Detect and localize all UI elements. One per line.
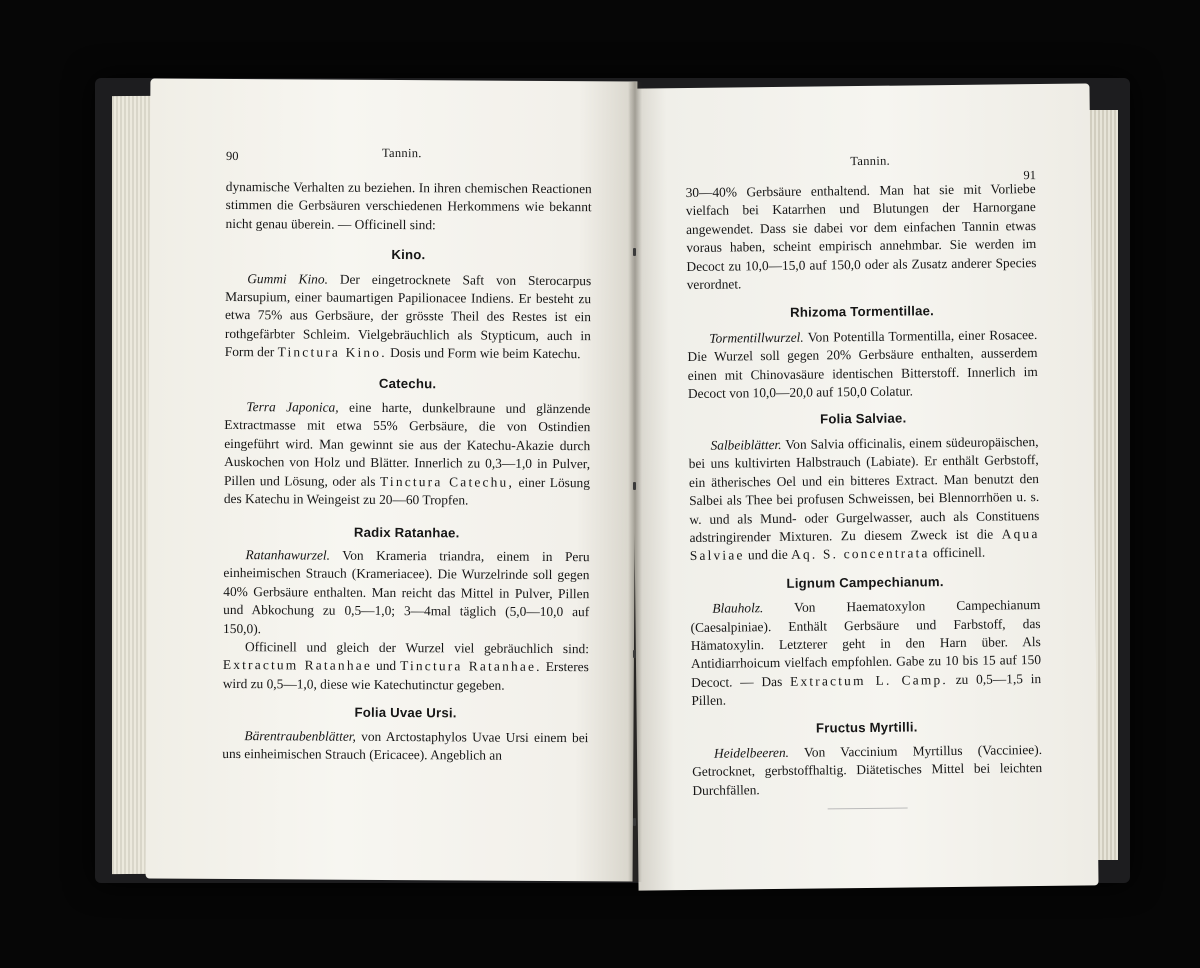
- ratanhae-spaced-1: Extractum Ratanhae: [222, 657, 373, 674]
- intro-paragraph: dynamische Verhalten zu beziehen. In ihren chemischen Reactionen stimmen die Gerbsäuren verschiedenen Herkommens wie bekannt nicht genau überein. — Officinell sind:: [225, 178, 592, 233]
- uvae-ursi-text-a: von Arctostaphylos Uvae Ursi einem bei uns einheimischen Strauch (Ericacee). Angeblich an: [222, 728, 589, 763]
- page-number: 91: [1023, 168, 1037, 183]
- salviae-spaced-2: Aq. S. concentrata: [791, 545, 930, 563]
- myrtilli-paragraph: [692, 741, 1043, 800]
- ratanhae-spaced-2: Tinctura Ratanhae.: [400, 658, 542, 675]
- catechu-spaced: Tinctura Catechu,: [379, 473, 515, 490]
- uvae-ursi-term: Bärentraubenblätter,: [244, 727, 356, 744]
- binding-stitch: [633, 650, 636, 658]
- binding-stitch: [633, 482, 636, 490]
- running-head: Tannin.: [850, 153, 891, 169]
- salviae-and: und die: [747, 547, 788, 563]
- ratanhae-paragraph: [223, 546, 590, 640]
- right-page-body: [686, 180, 1043, 811]
- campechianum-text-b: zu 0,5—1,5 in Pillen.: [691, 670, 1042, 709]
- left-page: [146, 79, 638, 882]
- intro-paragraph: 30—40% Gerbsäure enthaltend. Man hat sie mit Vorliebe vielfach bei Katarrhen und Blutungen der Harnorgane angewendet. Dass sie dabei vor dem einfachen Tannin etwas voraus haben, scheint empirisch annehmbar. Sie werden im Decoct zu 10,0—15,0 auf 150,0 oder als Zusatz anderer Species verordnet.: [685, 181, 1037, 293]
- salviae-text-a: Von Salvia officinalis, einem südeuropäischen, bei uns kultivirten Halbstrauch (Labiate). Er enthält Gerbstoff, ein ätherisches Oel und ein bitteres Extract. Man benutzt den Salbei als Thee bei profusen Schweissen, bei Blennorrhöen u. s. w. und als Mund- oder Gurgelwasser, auch als Constituens adstringirender Mixturen. Zu diesem Zweck ist die: [688, 433, 1040, 545]
- kino-text-b: Dosis und Form wie beim Katechu.: [390, 345, 581, 362]
- salviae-term: Salbeiblätter.: [710, 436, 782, 453]
- end-rule: [828, 808, 908, 810]
- page-number: 90: [225, 148, 239, 164]
- campechianum-spaced: Extractum L. Camp.: [789, 671, 948, 689]
- right-page: [629, 83, 1098, 890]
- ratanhae-text-d: Ersteres wird zu 0,5—1,0, diese wie Katechutinctur gegeben.: [222, 659, 589, 693]
- tormentillae-paragraph: [687, 326, 1038, 404]
- salviae-paragraph: [688, 433, 1039, 566]
- tormentillae-term: Tormentillwurzel.: [709, 329, 804, 346]
- tormentillae-text-a: Von Potentilla Tormentilla, einer Rosacee. Die Wurzel soll gegen 20% Gerbsäure enthalten, ausserdem einen mit Chinovasäure identischen Bitterstoff. Innerlich im Decoct von 10,0—20,0 auf 150,0 Colatur.: [687, 326, 1038, 402]
- campechianum-term: Blauholz.: [712, 600, 764, 616]
- heading-uvae-ursi: Folia Uvae Ursi.: [354, 704, 457, 721]
- running-head: Tannin.: [381, 145, 422, 161]
- ratanhae-paragraph-2: [223, 638, 589, 695]
- kino-paragraph: [225, 270, 592, 364]
- binding-stitch: [633, 248, 636, 256]
- campechianum-paragraph: [690, 596, 1041, 710]
- salviae-spaced-1: Aqua Salviae: [689, 525, 1040, 564]
- kino-spaced: Tinctura Kino.: [277, 344, 387, 361]
- myrtilli-term: Heidelbeeren.: [713, 744, 790, 761]
- binding-stitch: [633, 818, 636, 826]
- ratanhae-term: Ratanhawurzel.: [245, 547, 331, 563]
- heading-salviae: Folia Salviae.: [819, 410, 907, 427]
- uvae-ursi-paragraph: [222, 727, 588, 766]
- heading-myrtilli: Fructus Myrtilli.: [815, 718, 918, 736]
- myrtilli-text-a: Von Vaccinium Myrtillus (Vacciniee). Getrocknet, gerbstoffhaltig. Diätetisches Mittel bei leichten Durchfällen.: [692, 741, 1043, 798]
- ratanhae-text-c: Officinell und gleich der Wurzel viel gebräuchlich sind:: [244, 639, 590, 657]
- heading-kino: Kino.: [391, 247, 426, 263]
- catechu-paragraph: [224, 398, 591, 511]
- left-page-body: [222, 178, 592, 766]
- catechu-text-a: eine harte, dunkelbraune und glänzende Extractmasse mit etwa 55% Gerbsäure, die von Ostindien eingeführt wird. Man gewinnt sie aus der Katechu-Akazie durch Auskochen von Holz und Blätter. Innerlich zu 0,3—1,0 in Pulver, Pillen und Lösung, oder als: [223, 399, 591, 489]
- ratanhae-and: und: [375, 658, 397, 674]
- heading-catechu: Catechu.: [378, 375, 437, 391]
- catechu-text-b: einer Lösung des Katechu in Weingeist zu 20—60 Tropfen.: [223, 474, 591, 508]
- salviae-text-b: officinell.: [932, 544, 986, 561]
- kino-text-a: Der eingetrocknete Saft von Sterocarpus Marsupium, einer baumartigen Papilionacee Indiens. Er besteht zu etwa 75% aus Gerbsäure, der grösste Theil des Restes ist ein rothgefärbter Schleim. Vielgebräuchlich als Stypticum, auch in Form der: [224, 271, 592, 360]
- ratanhae-text-a: Von Krameria triandra, einem in Peru einheimischen Strauch (Krameriacee). Die Wurzelrinde soll gegen 40% Gerbsäure enthalten. Man reicht das Mittel in Pulver, Pillen und Abkochung zu 0,5—1,0; 3—4mal täglich (5,0—10,0 auf 150,0).: [223, 547, 590, 636]
- campechianum-text-a: Von Haematoxylon Campechianum (Caesalpiniae). Enthält Gerbsäure und Farbstoff, das Hämatoxylin. Letzterer geht in den Harn über. Als Antidiarrhoicum vielfach empfohlen. Gabe zu 10 bis 15 auf 150 Decoct. — Das: [690, 597, 1042, 690]
- heading-campechianum: Lignum Campechianum.: [786, 573, 944, 591]
- kino-term: Gummi Kino.: [247, 270, 328, 287]
- heading-tormentillae: Rhizoma Tormentillae.: [789, 303, 935, 321]
- heading-ratanhae: Radix Ratanhae.: [353, 524, 460, 540]
- catechu-term: Terra Japonica,: [246, 399, 339, 415]
